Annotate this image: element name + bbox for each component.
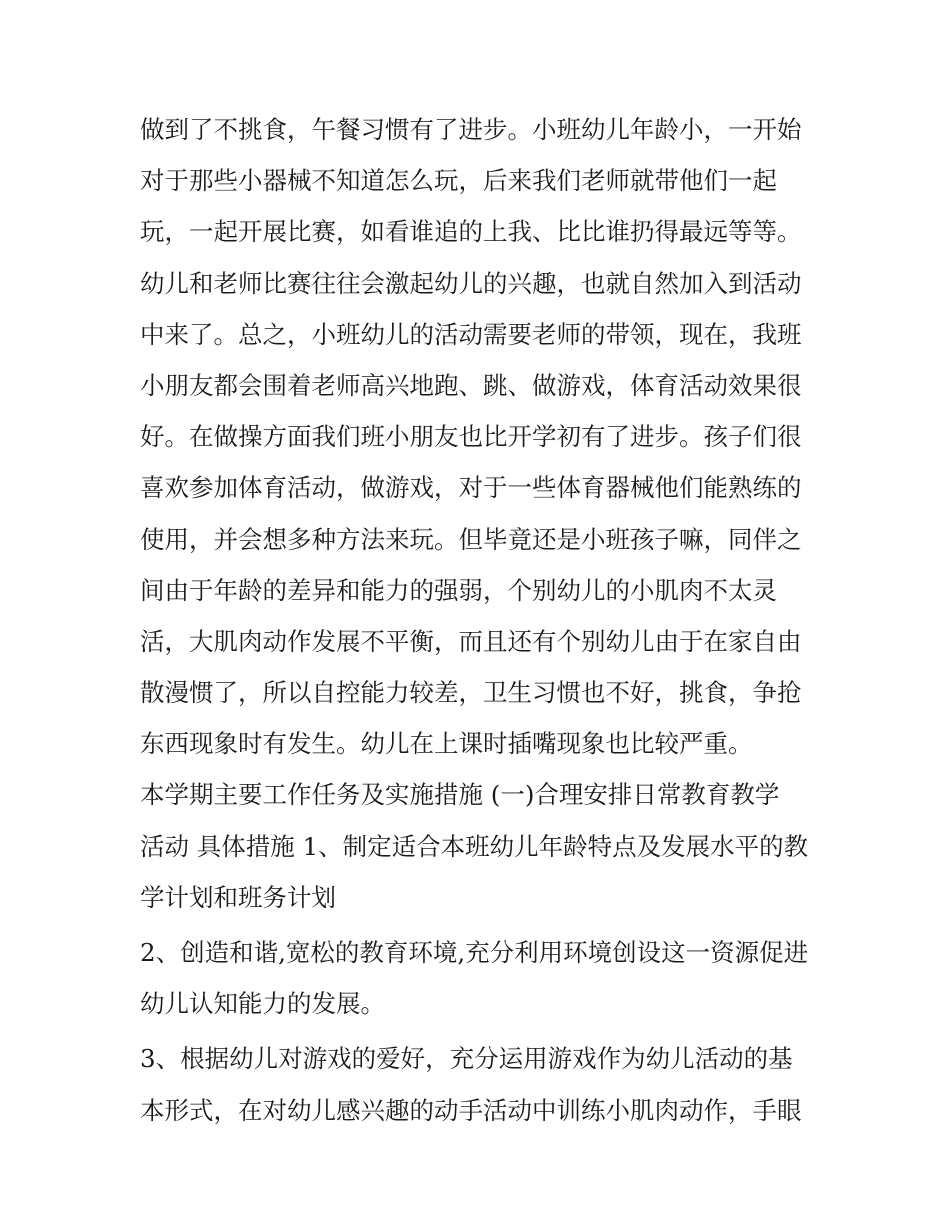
text-line-19: 3、根据幼儿对游戏的爱好，充分运用游戏作为幼儿活动的基 bbox=[140, 1044, 793, 1074]
text-line-13: 东西现象时有发生。幼儿在上课时插嘴现象也比较严重。 bbox=[140, 729, 753, 759]
text-line-14: 本学期主要工作任务及实施措施 (一)合理安排日常教育教学 bbox=[140, 780, 780, 810]
text-line-4: 幼儿和老师比赛往往会激起幼儿的兴趣，也就自然加入到活动 bbox=[140, 268, 802, 298]
text-line-12: 散漫惯了，所以自控能力较差，卫生习惯也不好，挑食，争抢 bbox=[140, 678, 802, 708]
text-line-8: 喜欢参加体育活动，做游戏，对于一些体育器械他们能熟练的 bbox=[140, 473, 802, 503]
text-line-20: 本形式，在对幼儿感兴趣的动手活动中训练小肌肉动作，手眼 bbox=[140, 1095, 802, 1125]
text-line-16: 学计划和班务计划 bbox=[140, 882, 336, 912]
text-line-2: 对于那些小器械不知道怎么玩，后来我们老师就带他们一起 bbox=[140, 166, 777, 196]
text-line-7: 好。在做操方面我们班小朋友也比开学初有了进步。孩子们很 bbox=[140, 422, 802, 452]
text-line-3: 玩，一起开展比赛，如看谁追的上我、比比谁扔得最远等等。 bbox=[140, 217, 802, 247]
body-text bbox=[140, 104, 820, 1136]
text-line-17: 2、创造和谐,宽松的教育环境,充分利用环境创设这一资源促进 bbox=[140, 938, 809, 967]
text-line-15: 活动 具体措施 1、制定适合本班幼儿年龄特点及发展水平的教 bbox=[140, 831, 809, 861]
text-line-18: 幼儿认知能力的发展。 bbox=[140, 989, 385, 1019]
text-line-11: 活，大肌肉动作发展不平衡，而且还有个别幼儿由于在家自由 bbox=[140, 626, 802, 656]
text-line-10: 间由于年龄的差异和能力的强弱，个别幼儿的小肌肉不太灵 bbox=[140, 575, 777, 605]
text-line-1: 做到了不挑食，午餐习惯有了进步。小班幼儿年龄小，一开始 bbox=[140, 115, 802, 144]
text-line-9: 使用，并会想多种方法来玩。但毕竟还是小班孩子嘛，同伴之 bbox=[140, 524, 802, 554]
text-line-5: 中来了。总之，小班幼儿的活动需要老师的带领，现在，我班 bbox=[140, 319, 802, 349]
text-line-6: 小朋友都会围着老师高兴地跑、跳、做游戏，体育活动效果很 bbox=[140, 370, 802, 400]
